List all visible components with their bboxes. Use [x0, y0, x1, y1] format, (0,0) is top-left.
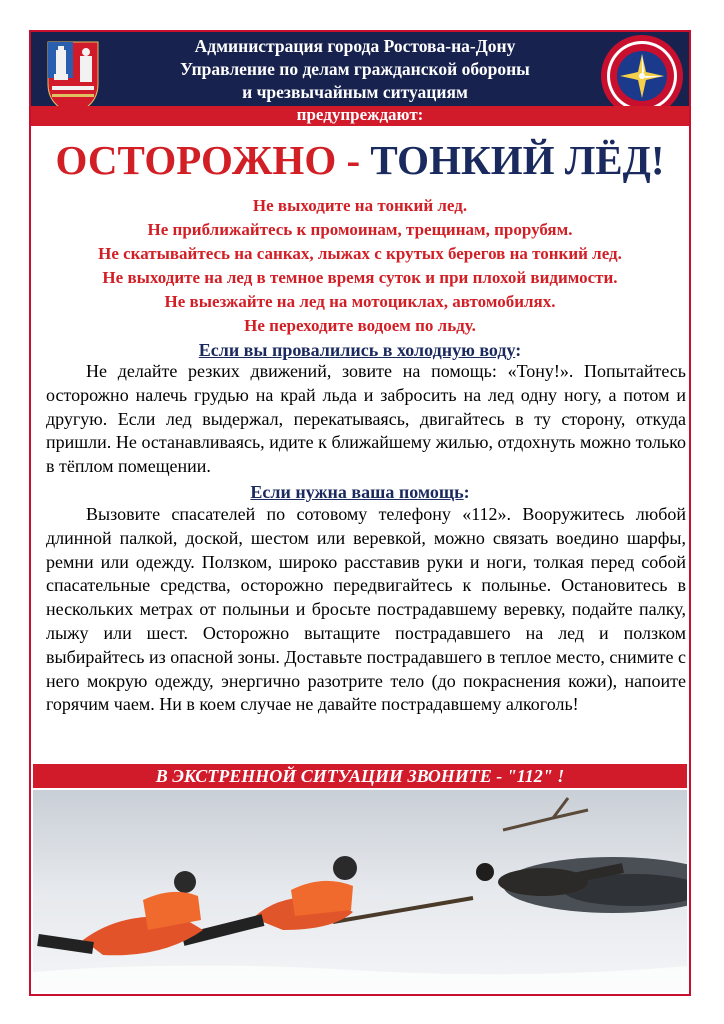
section-paragraph-fell-through — [46, 360, 686, 479]
page-title — [31, 134, 689, 186]
title-part-careful: ОСТОРОЖНО - — [55, 137, 371, 183]
rule-item: Не переходите водоем по льду. — [244, 316, 476, 335]
rule-item: Не приближайтесь к промоинам, трещинам, прорубям. — [147, 220, 573, 239]
paragraph-text: Не делайте резких движений, зовите на помощь: «Тону!». Попытайтесь осторожно налечь грудью на край льда и забросить на лед одну ногу, а потом и другую. Если лед выдержал, перекатываясь, двигайтесь в ту сторону, откуда пришли. Не останавливаясь, идите к ближайшему жилью, отдохнуть можно только в тёплом помещении. — [46, 361, 686, 477]
section-heading-text: Если вы провалились в холодную воду — [198, 340, 516, 360]
rule-item: Не выходите на лед в темное время суток и при плохой видимости. — [102, 268, 618, 287]
section-paragraph-help — [46, 503, 686, 717]
rules-list — [31, 194, 689, 338]
rule-item: Не выезжайте на лед на мотоциклах, автомобилях. — [164, 292, 556, 311]
paragraph-text: Вызовите спасателей по сотовому телефону «112». Вооружитесь любой длинной палкой, доской, шестом или веревкой, можно связать воедино шарфы, ремни или одежду. Ползком, широко расставив руки и ноги, толкая перед собой спасательные средства, осторожно передвигайтесь к полынье. Остановитесь в нескольких метрах от полыньи и бросьте пострадавшему веревку, подайте палку, лыжу или шест. Осторожно вытащите пострадавшего на лед и ползком выбирайтесь из опасной зоны. Доставьте пострадавшего в теплое место, снимите с него мокрую одежду, энергично разотрите тело (до покраснения кожи), напоите горячим чаем. Ни в коем случае не давайте пострадавшему алкоголь! — [46, 504, 686, 715]
header-line-3: и чрезвычайным ситуациям — [242, 82, 468, 102]
emergency-call-text: В ЭКСТРЕННОЙ СИТУАЦИИ ЗВОНИТЕ - "112" ! — [155, 766, 565, 786]
warning-label: предупреждают: — [296, 105, 424, 124]
section-heading-colon: : — [515, 340, 522, 360]
section-heading-colon: : — [463, 482, 470, 502]
section-heading-text: Если нужна ваша помощь — [250, 482, 464, 502]
ice-rescue-illustration — [33, 790, 687, 992]
header-line-2: Управление по делам гражданской обороны — [180, 59, 530, 79]
rule-item: Не выходите на тонкий лед. — [252, 196, 468, 215]
title-part-thin-ice: ТОНКИЙ ЛЁД! — [370, 137, 665, 183]
header-line-1: Администрация города Ростова-на-Дону — [194, 36, 516, 56]
section-heading-help — [31, 480, 689, 504]
section-heading-fell-through — [31, 338, 689, 362]
rule-item: Не скатывайтесь на санках, лыжах с крутых берегов на тонкий лед. — [98, 244, 622, 263]
